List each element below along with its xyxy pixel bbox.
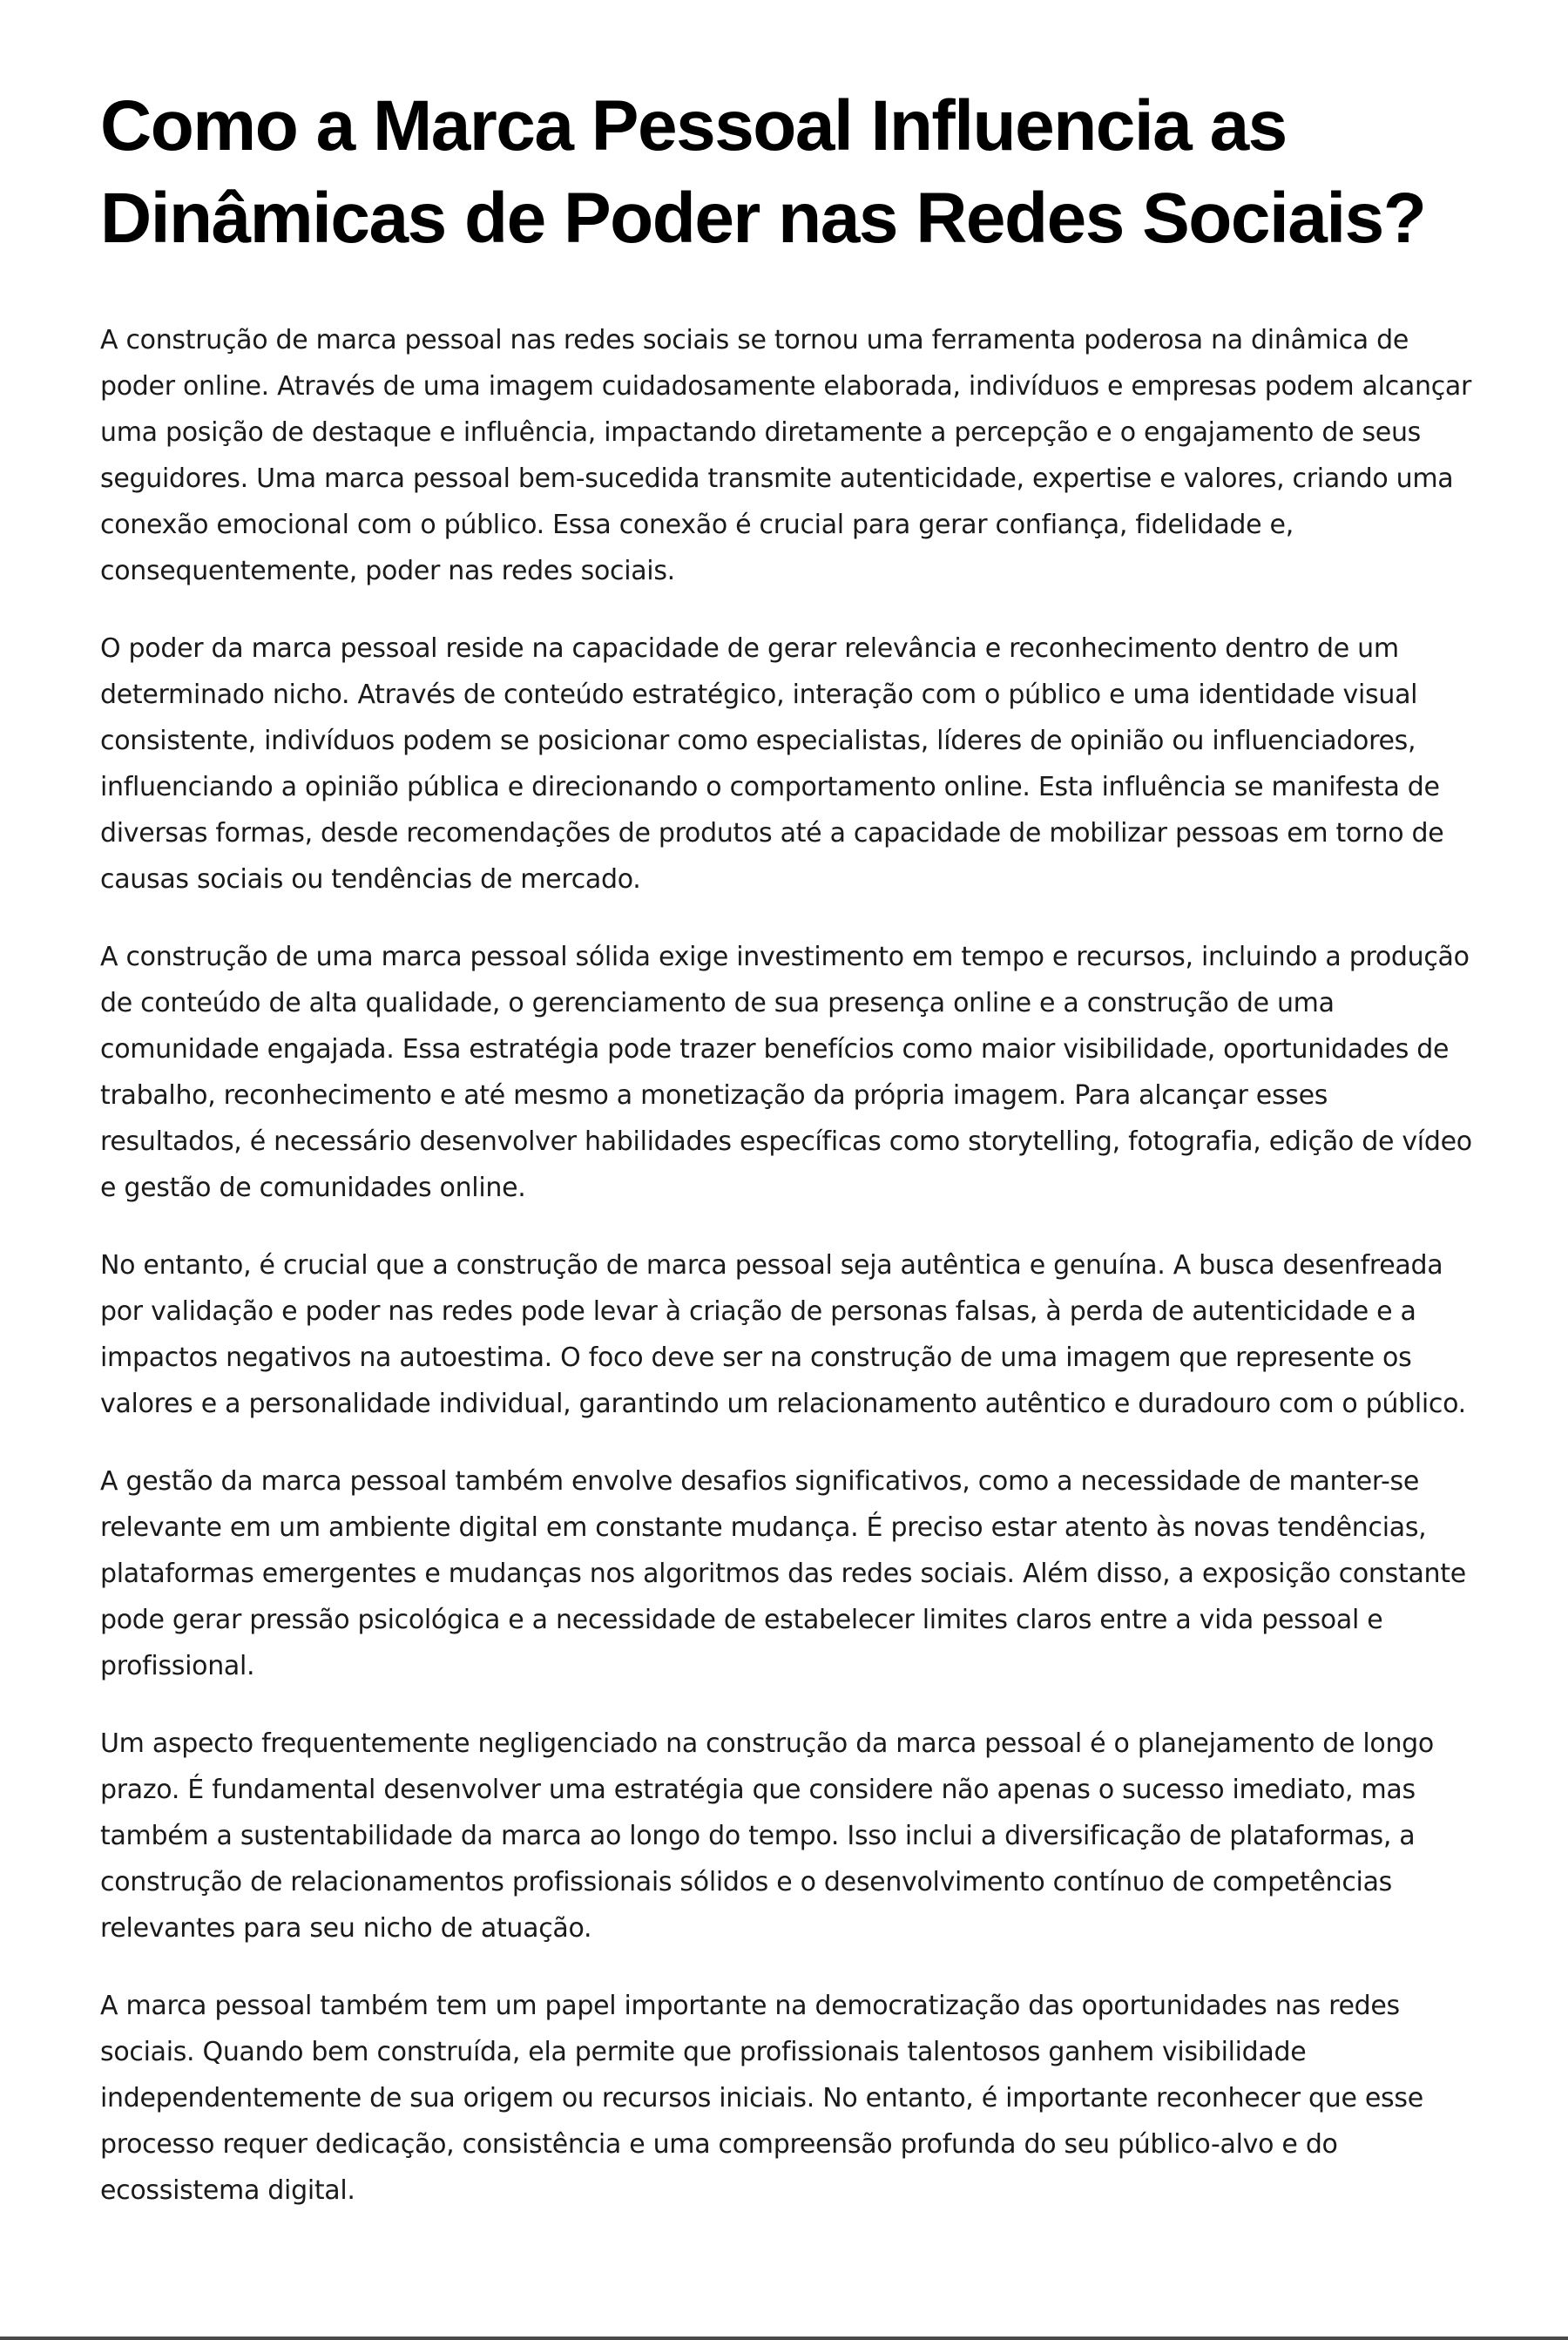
article-paragraph-1: A construção de marca pessoal nas redes sociais se tornou uma ferramenta poderosa na dinâmica de poder online. Através de uma imagem cuidadosamente elaborada, indivíduos e empresas podem alcançar uma posição de destaque e influência, impactando diretamente a percepção e o engajamento de seus seguidores. Uma marca pessoal bem-sucedida transmite autenticidade, expertise e valores, criando uma conexão emocional com o público. Essa conexão é crucial para gerar confiança, fidelidade e, consequentemente, poder nas redes sociais.	[100, 325, 1472, 586]
bottom-divider	[0, 2337, 1568, 2340]
article-paragraph-3: A construção de uma marca pessoal sólida exige investimento em tempo e recursos, incluindo a produção de conteúdo de alta qualidade, o gerenciamento de sua presença online e a construção de uma comunidade engajada. Essa estratégia pode trazer benefícios como maior visibilidade, oportunidades de trabalho, reconhecimento e até mesmo a monetização da própria imagem. Para alcançar esses resultados, é necessário desenvolver habilidades específicas como storytelling, fotografia, edição de vídeo e gestão de comunidades online.	[100, 942, 1472, 1203]
article-paragraph-2: O poder da marca pessoal reside na capacidade de gerar relevância e reconhecimento dentro de um determinado nicho. Através de conteúdo estratégico, interação com o público e uma identidade visual consistente, indivíduos podem se posicionar como especialistas, líderes de opinião ou influenciadores, influenciando a opinião pública e direcionando o comportamento online. Esta influência se manifesta de diversas formas, desde recomendações de produtos até a capacidade de mobilizar pessoas em torno de causas sociais ou tendências de mercado.	[100, 633, 1444, 895]
article	[100, 80, 1472, 2245]
article-title: Como a Marca Pessoal Influencia as Dinâmicas de Poder nas Redes Sociais?	[100, 86, 1426, 258]
article-paragraph-6: Um aspecto frequentemente negligenciado na construção da marca pessoal é o planejamento de longo prazo. É fundamental desenvolver uma estratégia que considere não apenas o sucesso imediato, mas também a sustentabilidade da marca ao longo do tempo. Isso inclui a diversificação de plataformas, a construção de relacionamentos profissionais sólidos e o desenvolvimento contínuo de competências relevantes para seu nicho de atuação.	[100, 1728, 1434, 1944]
article-paragraph-7: A marca pessoal também tem um papel importante na democratização das oportunidades nas redes sociais. Quando bem construída, ela permite que profissionais talentosos ganhem visibilidade independentemente de sua origem ou recursos iniciais. No entanto, é importante reconhecer que esse processo requer dedicação, consistência e uma compreensão profunda do seu público-alvo e do ecossistema digital.	[100, 1991, 1423, 2206]
article-paragraph-5: A gestão da marca pessoal também envolve desafios significativos, como a necessidade de manter-se relevante em um ambiente digital em constante mudança. É preciso estar atento às novas tendências, plataformas emergentes e mudanças nos algoritmos das redes sociais. Além disso, a exposição constante pode gerar pressão psicológica e a necessidade de estabelecer limites claros entre a vida pessoal e profissional.	[100, 1466, 1466, 1681]
article-paragraph-4: No entanto, é crucial que a construção de marca pessoal seja autêntica e genuína. A busca desenfreada por validação e poder nas redes pode levar à criação de personas falsas, à perda de autenticidade e a impactos negativos na autoestima. O foco deve ser na construção de uma imagem que represente os valores e a personalidade individual, garantindo um relacionamento autêntico e duradouro com o público.	[100, 1250, 1466, 1419]
